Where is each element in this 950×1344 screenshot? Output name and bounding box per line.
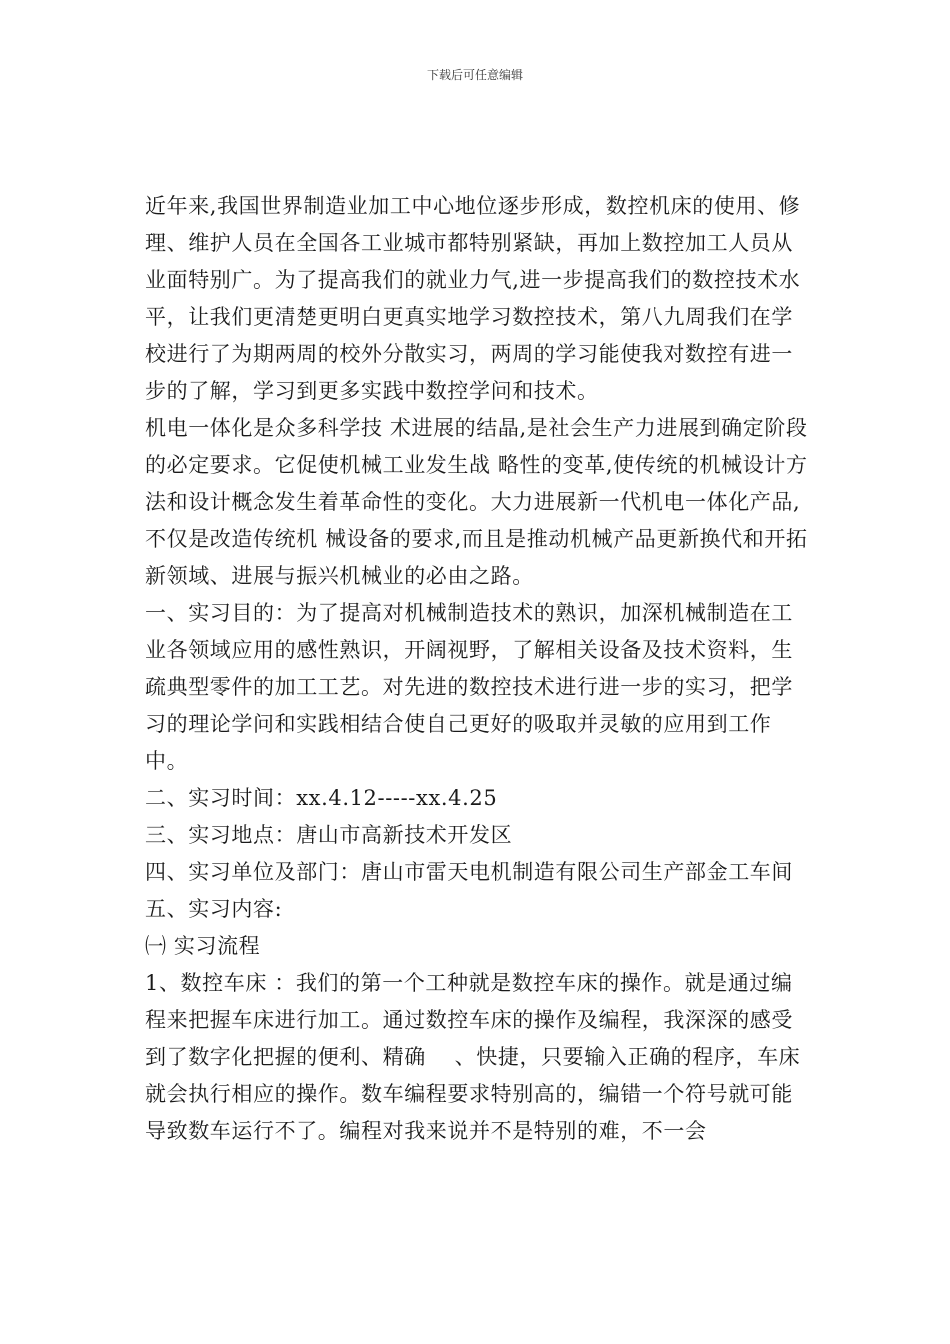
document-body xyxy=(145,188,813,1150)
page-header: 下载后可任意编辑 xyxy=(426,68,523,82)
paragraph-purpose: 一、实习目的：为了提高对机械制造技术的熟识，加深机械制造在工业各领域应用的感性熟识，开阔视野，了解相关设备及技术资料，生疏典型零件的加工工艺。对先进的数控技术进行进一步的实习，把学习的理论学问和实践相结合使自己更好的吸取并灵敏的应用到工作中。 xyxy=(145,601,793,773)
paragraph-unit: 四、实习单位及部门：唐山市雷天电机制造有限公司生产部金工车间 xyxy=(145,860,793,884)
paragraph-process-heading: ㈠ 实习流程 xyxy=(145,934,261,958)
paragraph-time: 二、实习时间：xx.4.12-----xx.4.25 xyxy=(145,786,498,810)
paragraph-cnc-lathe: 1、数控车床 ：我们的第一个工种就是数控车床的操作。就是通过编程来把握车床进行加工。通过数控车床的操作及编程，我深深的感受到了数字化把握的便利、精确 、快捷，只要输入正确的程序，车床就会执行相应的操作。数车编程要求特别高的，编错一个符号就可能导致数车运行不了。编程对我来说并不是特别的难，不一会 xyxy=(145,971,801,1143)
paragraph-location: 三、实习地点：唐山市高新技术开发区 xyxy=(145,823,513,847)
paragraph-content-heading: 五、实习内容: xyxy=(145,897,283,921)
paragraph-intro: 近年来,我国世界制造业加工中心地位逐步形成，数控机床的使用、修理、维护人员在全国各工业城市都特别紧缺，再加上数控加工人员从业面特别广。为了提高我们的就业力气,进一步提高我们的数控技术水平，让我们更清楚更明白更真实地学习数控技术，第八九周我们在学校进行了为期两周的校外分散实习，两周的学习能使我对数控有进一步的了解，学习到更多实践中数控学问和技术。 xyxy=(145,194,801,403)
paragraph-mechatronics: 机电一体化是众多科学技 术进展的结晶,是社会生产力进展到确定阶段的必定要求。它促使机械工业发生战 略性的变革,使传统的机械设计方法和设计概念发生着革命性的变化。大力进展新一代机电一体化产品,不仅是改造传统机 械设备的要求,而且是推动机械产品更新换代和开拓新领域、进展与振兴机械业的必由之路。 xyxy=(145,416,808,588)
